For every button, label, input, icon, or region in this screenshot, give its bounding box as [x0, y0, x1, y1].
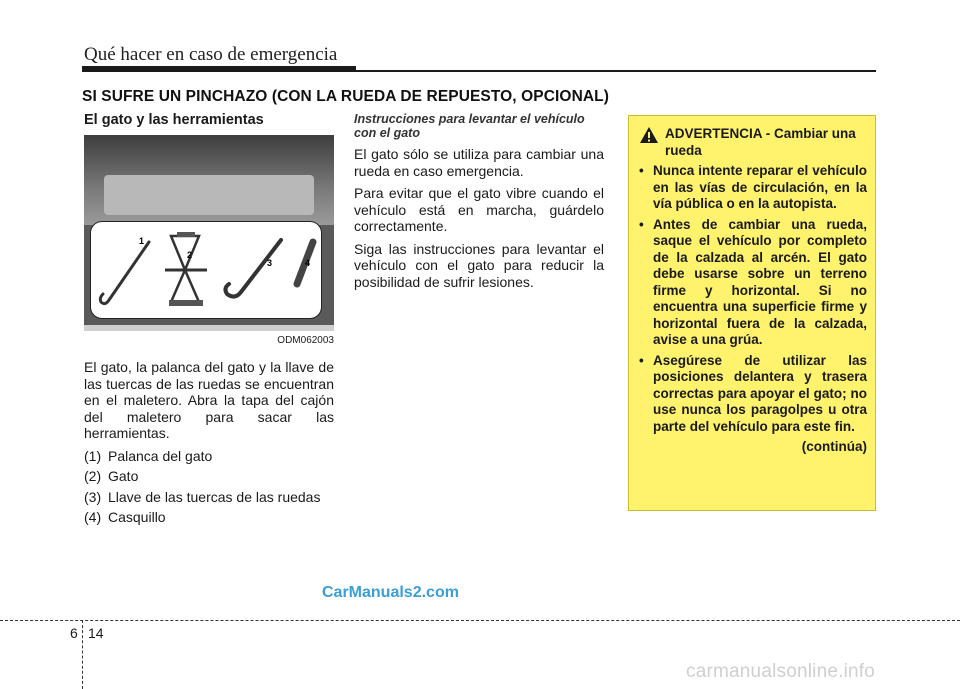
watermark-link[interactable]: CarManuals2.com [322, 584, 459, 601]
section-title: SI SUFRE UN PINCHAZO (CON LA RUEDA DE REPUESTO, OPCIONAL) [82, 88, 609, 105]
footer-site-link[interactable]: carmanualsonline.info [686, 661, 876, 682]
tool-label-4: 4 [305, 257, 311, 268]
tools-callout [90, 221, 322, 319]
warning-header [639, 126, 867, 159]
continued-label: (continúa) [801, 439, 867, 454]
warning-box [628, 115, 876, 511]
paragraph: Para evitar que el gato vibre cuando el vehículo está en marcha, guárdelo correctamente. [354, 185, 604, 234]
paragraph: Siga las instrucciones para levantar el vehículo con el gato para reducir la posibilidad de sufrir lesiones. [354, 240, 604, 290]
list-item: (1) Palanca del gato [84, 447, 213, 464]
footer-rule [0, 620, 960, 621]
warning-title: ADVERTENCIA - Cambiar una rueda [665, 126, 856, 158]
warning-bullet: • Antes de cambiar una rueda, saque el vehículo por completo de la calzada al arcén. El gato debe usarse sobre un terreno firme y horizontal. Si no encuentra una superficie firme y horizontal fuera de la calzada, avise a una grúa. [639, 216, 867, 347]
wheel-wrench-icon [225, 240, 281, 297]
left-column [84, 112, 334, 530]
tool-label-1: 1 [139, 235, 145, 246]
tools-paragraph: El gato, la palanca del gato y la llave de las tuercas de las ruedas se encuentran en el maletero. Abra la tapa del cajón del maletero para sacar las herramientas. [84, 359, 334, 441]
scissor-jack-icon [165, 232, 207, 306]
jack-tools-figure [84, 135, 334, 331]
page-number: 14 [88, 625, 104, 641]
tool-label-3: 3 [267, 257, 273, 268]
jack-handle-icon [100, 242, 149, 304]
header-bar [82, 66, 356, 72]
list-item: (2) Gato [84, 468, 139, 484]
middle-column [354, 112, 604, 296]
warning-triangle-icon [639, 126, 665, 159]
chapter-title: Qué hacer en caso de emergencia [84, 44, 338, 65]
list-item: (3) Llave de las tuercas de las ruedas [84, 488, 321, 505]
footer-divider [82, 620, 83, 689]
chapter-number: 6 [70, 625, 78, 641]
figure-bottom-strip [84, 325, 334, 331]
paragraph: El gato sólo se utiliza para cambiar una rueda en caso emergencia. [354, 146, 604, 179]
figure-code: ODM062003 [277, 334, 334, 346]
tool-label-2: 2 [187, 249, 193, 260]
header-rule [356, 70, 876, 72]
warning-bullet: • Asegúrese de utilizar las posiciones delantera y trasera correctas para apoyar el gato; no use nunca los paragolpes u otra parte del vehículo para este fin. [639, 352, 867, 434]
tools-illustration [91, 222, 321, 318]
tools-heading: El gato y las herramientas [84, 112, 264, 128]
trunk-floor-lid [104, 175, 314, 215]
warning-bullet: • Nunca intente reparar el vehículo en las vías de circulación, en la vía pública o en la autopista. [639, 163, 867, 211]
jack-instructions-heading: Instrucciones para levantar el vehículo con el gato [354, 112, 585, 140]
list-item: (4) Casquillo [84, 509, 166, 525]
